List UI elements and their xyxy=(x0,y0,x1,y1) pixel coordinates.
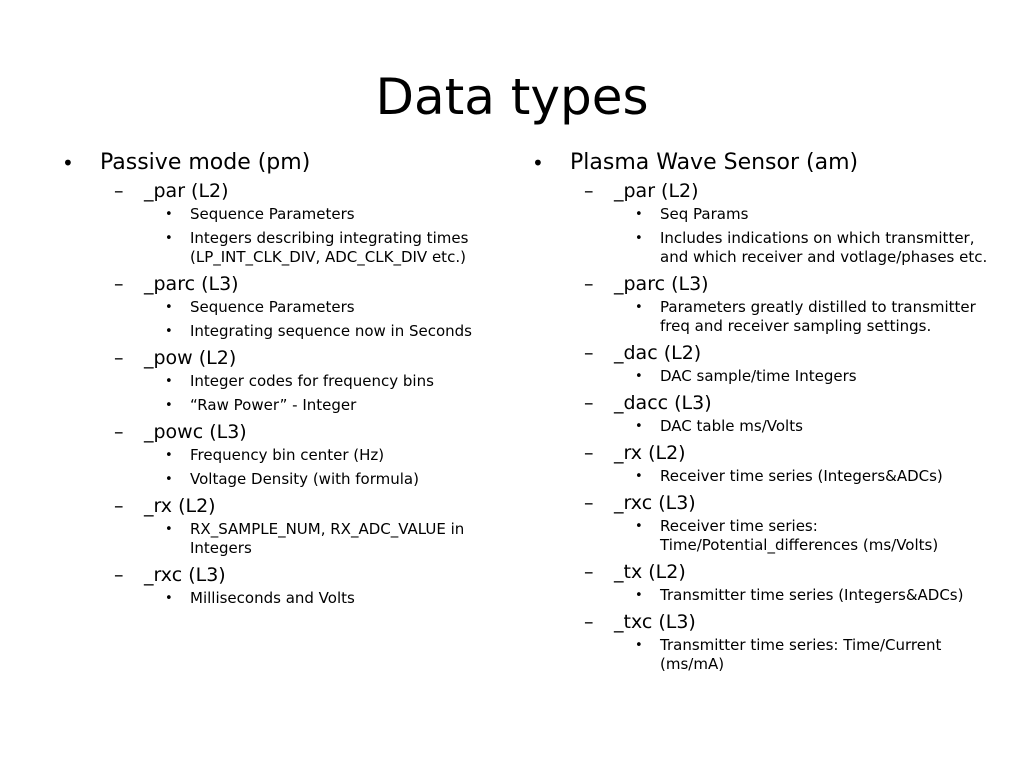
bullet-icon: • xyxy=(165,231,173,246)
dash-icon: – xyxy=(584,561,594,583)
bullet-icon: • xyxy=(165,374,173,389)
dash-icon: – xyxy=(584,273,594,295)
list-item: • Parameters greatly distilled to transmitter freq and receiver sampling settings. xyxy=(635,298,976,335)
dash-icon: – xyxy=(584,392,594,414)
bullet-icon: • xyxy=(165,300,173,315)
dash-icon: – xyxy=(584,180,594,202)
left-group-powc: – _powc (L3) xyxy=(114,421,247,443)
list-item: • Integers describing integrating times (LP_INT_CLK_DIV, ADC_CLK_DIV etc.) xyxy=(165,229,469,266)
bullet-icon: • xyxy=(165,472,173,487)
list-item: • Voltage Density (with formula) xyxy=(165,470,419,488)
bullet-icon: • xyxy=(165,522,173,537)
list-item: • Receiver time series: Time/Potential_differences (ms/Volts) xyxy=(635,517,939,554)
dash-icon: – xyxy=(114,180,124,202)
left-group-pow: – _pow (L2) xyxy=(114,347,237,369)
bullet-icon: • xyxy=(635,638,643,653)
right-group-tx: – _tx (L2) xyxy=(584,561,686,583)
right-heading: • Plasma Wave Sensor (am) xyxy=(532,150,859,175)
right-group-dacc: – _dacc (L3) xyxy=(584,392,712,414)
bullet-icon: • xyxy=(635,369,643,384)
list-item: • DAC table ms/Volts xyxy=(635,417,803,435)
bullet-icon: • xyxy=(635,469,643,484)
list-item: • Sequence Parameters xyxy=(165,205,355,223)
list-item: • Seq Params xyxy=(635,205,749,223)
dash-icon: – xyxy=(114,273,124,295)
right-column xyxy=(470,150,1010,679)
right-group-dac: – _dac (L2) xyxy=(584,342,702,364)
dash-icon: – xyxy=(114,564,124,586)
list-item: • Sequence Parameters xyxy=(165,298,355,316)
bullet-icon: • xyxy=(165,207,173,222)
list-item: • RX_SAMPLE_NUM, RX_ADC_VALUE in Integers xyxy=(165,520,465,557)
right-group-par: – _par (L2) xyxy=(584,180,699,202)
bullet-icon: • xyxy=(165,324,173,339)
dash-icon: – xyxy=(584,492,594,514)
list-item: • Transmitter time series (Integers&ADCs) xyxy=(635,586,964,604)
bullet-icon: • xyxy=(62,151,74,175)
slide-title: Data types xyxy=(375,68,649,126)
dash-icon: – xyxy=(114,495,124,517)
bullet-icon: • xyxy=(635,419,643,434)
list-item: • “Raw Power” - Integer xyxy=(165,396,357,414)
right-group-txc: – _txc (L3) xyxy=(584,611,696,633)
right-group-parc: – _parc (L3) xyxy=(584,273,709,295)
bullet-icon: • xyxy=(165,448,173,463)
bullet-icon: • xyxy=(635,231,643,246)
bullet-icon: • xyxy=(635,300,643,315)
left-group-par: – _par (L2) xyxy=(114,180,229,202)
left-group-rxc: – _rxc (L3) xyxy=(114,564,226,586)
dash-icon: – xyxy=(114,421,124,443)
list-item: • Transmitter time series: Time/Current (ms/mA) xyxy=(635,636,942,673)
list-item: • Frequency bin center (Hz) xyxy=(165,446,385,464)
dash-icon: – xyxy=(114,347,124,369)
list-item: • Integer codes for frequency bins xyxy=(165,372,434,390)
bullet-icon: • xyxy=(165,591,173,606)
left-heading: • Passive mode (pm) xyxy=(62,150,311,175)
list-item: • Includes indications on which transmitter, and which receiver and votlage/phases etc. xyxy=(635,229,988,266)
left-group-parc: – _parc (L3) xyxy=(114,273,239,295)
bullet-icon: • xyxy=(635,519,643,534)
bullet-icon: • xyxy=(532,151,544,175)
dash-icon: – xyxy=(584,442,594,464)
right-group-rxc: – _rxc (L3) xyxy=(584,492,696,514)
list-item: • Integrating sequence now in Seconds xyxy=(165,322,472,340)
bullet-icon: • xyxy=(635,207,643,222)
list-item: • Milliseconds and Volts xyxy=(165,589,355,607)
bullet-icon: • xyxy=(635,588,643,603)
list-item: • Receiver time series (Integers&ADCs) xyxy=(635,467,943,485)
list-item: • DAC sample/time Integers xyxy=(635,367,857,385)
left-group-rx: – _rx (L2) xyxy=(114,495,216,517)
left-column xyxy=(0,150,510,613)
dash-icon: – xyxy=(584,611,594,633)
dash-icon: – xyxy=(584,342,594,364)
right-group-rx: – _rx (L2) xyxy=(584,442,686,464)
bullet-icon: • xyxy=(165,398,173,413)
